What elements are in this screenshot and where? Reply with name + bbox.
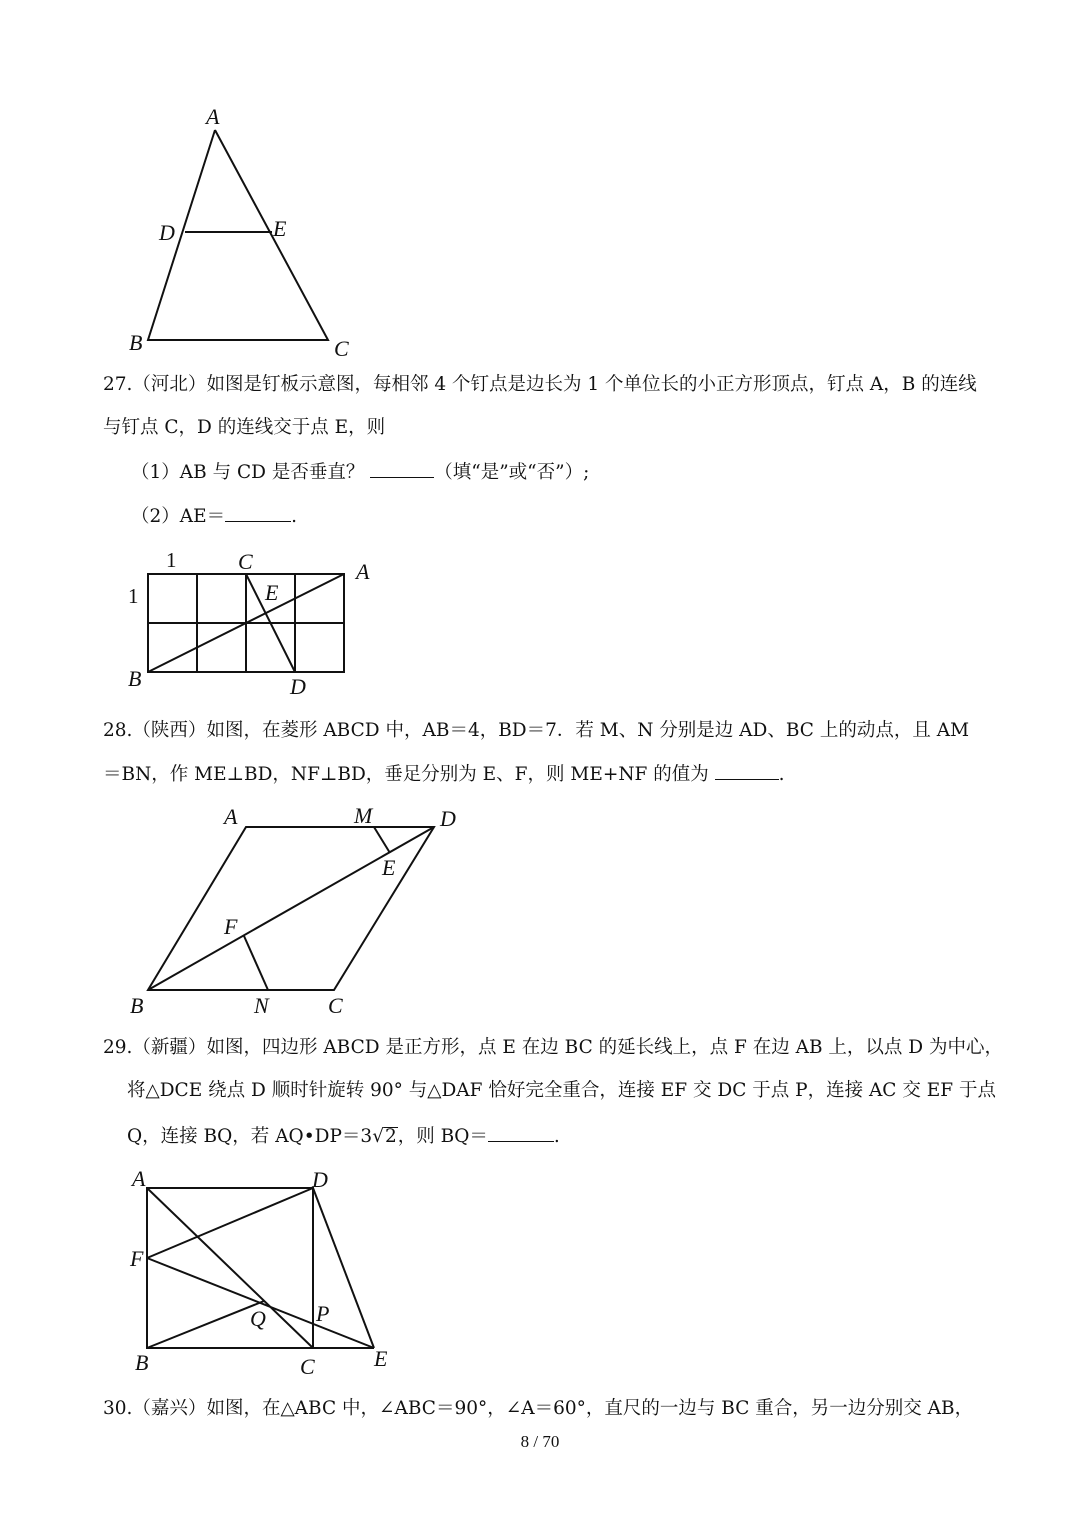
q29-line2: 将△DCE 绕点 D 顺时针旋转 90° 与△DAF 恰好完全重合，连接 EF 交 DC 于点 P，连接 AC 交 EF 于点	[127, 1080, 996, 1101]
segment-bq	[147, 1301, 264, 1348]
q29-line3-suffix: .	[553, 1126, 560, 1147]
question-29	[103, 1033, 1003, 1163]
label-b: B	[135, 1350, 149, 1375]
label-q: Q	[250, 1306, 266, 1331]
q30-number: 30.	[103, 1398, 133, 1419]
label-f: F	[130, 1246, 144, 1271]
q28-line2: ＝BN，作 ME⊥BD，NF⊥BD，垂足分别为 E、F，则 ME+NF 的值为	[103, 764, 709, 785]
label-d: D	[440, 806, 456, 831]
label-b: B	[130, 993, 144, 1018]
label-b: B	[128, 666, 142, 691]
label-n: N	[254, 993, 269, 1018]
page-number: 8 / 70	[520, 1432, 560, 1451]
q27-number: 27.	[103, 374, 133, 395]
q27-part2-prefix: （2）	[131, 506, 180, 527]
label-a: A	[206, 104, 220, 129]
q28-line2-suffix: .	[778, 764, 785, 785]
question-27	[103, 370, 1003, 530]
unit-label-left: 1	[128, 584, 139, 608]
label-b: B	[129, 330, 143, 355]
q28-number: 28.	[103, 720, 133, 741]
answer-blank[interactable]	[370, 457, 434, 478]
label-e: E	[382, 855, 396, 880]
q27-part1-text: AB 与 CD 是否垂直？	[179, 462, 365, 483]
label-c: C	[238, 549, 253, 574]
q27-part2-text: AE＝	[179, 506, 226, 527]
sqrt-icon: √	[372, 1126, 384, 1147]
question-30	[103, 1394, 1003, 1428]
q30-line1: 如图，在△ABC 中，∠ABC＝90°，∠A＝60°，直尺的一边与 BC 重合，另一边分别交 AB，	[206, 1398, 974, 1419]
label-e: E	[374, 1346, 388, 1371]
q27-line1: 如图是钉板示意图，每相邻 4 个钉点是边长为 1 个单位长的小正方形顶点，钉点 A，B 的连线	[206, 374, 977, 395]
triangle-figure	[0, 0, 400, 370]
q28-source: （陕西）	[132, 720, 207, 741]
q29-line3b: ，则 BQ＝	[397, 1126, 488, 1147]
label-e: E	[273, 216, 287, 241]
unit-label-top: 1	[166, 548, 177, 572]
label-d: D	[159, 220, 175, 245]
label-a: A	[224, 804, 238, 829]
answer-blank[interactable]	[488, 1121, 554, 1142]
label-m: M	[354, 803, 373, 828]
q27-source: （河北）	[132, 374, 207, 395]
q29-line3a: Q，连接 BQ，若 AQ•DP＝3	[127, 1126, 373, 1147]
segment-me	[374, 827, 390, 853]
square-figure	[100, 1160, 420, 1385]
q29-line1: 如图，四边形 ABCD 是正方形，点 E 在边 BC 的延长线上，点 F 在边 AB 上，以点 D 为中心，	[206, 1037, 1004, 1058]
label-p: P	[316, 1301, 330, 1326]
question-28	[103, 716, 1003, 796]
segment-nf	[244, 936, 268, 990]
segment-df	[147, 1188, 313, 1258]
label-c: C	[300, 1354, 315, 1379]
q29-radicand: 2	[384, 1126, 397, 1147]
q28-line1: 如图，在菱形 ABCD 中，AB＝4，BD＝7．若 M、N 分别是边 AD、BC 上的动点，且 AM	[206, 720, 970, 741]
q27-part1-suffix: （填“是”或“否”）;	[434, 462, 590, 483]
q29-number: 29.	[103, 1037, 133, 1058]
label-c: C	[334, 336, 349, 361]
label-a: A	[356, 559, 370, 584]
pegboard-figure	[100, 540, 400, 700]
answer-blank[interactable]	[225, 501, 291, 522]
triangle-abc	[148, 130, 328, 340]
q27-line2: 与钉点 C，D 的连线交于点 E，则	[103, 417, 386, 438]
label-f: F	[224, 914, 238, 939]
q27-part1-prefix: （1）	[131, 462, 180, 483]
label-d: D	[312, 1167, 328, 1192]
q27-part2-suffix: .	[291, 506, 298, 527]
diagonal-bd	[148, 827, 434, 990]
label-a: A	[132, 1166, 146, 1191]
label-c: C	[328, 993, 343, 1018]
label-e: E	[265, 580, 279, 605]
label-d: D	[290, 674, 306, 699]
q30-source: （嘉兴）	[132, 1398, 207, 1419]
answer-blank[interactable]	[715, 759, 779, 780]
rhombus-figure	[100, 800, 500, 1025]
q29-source: （新疆）	[132, 1037, 207, 1058]
